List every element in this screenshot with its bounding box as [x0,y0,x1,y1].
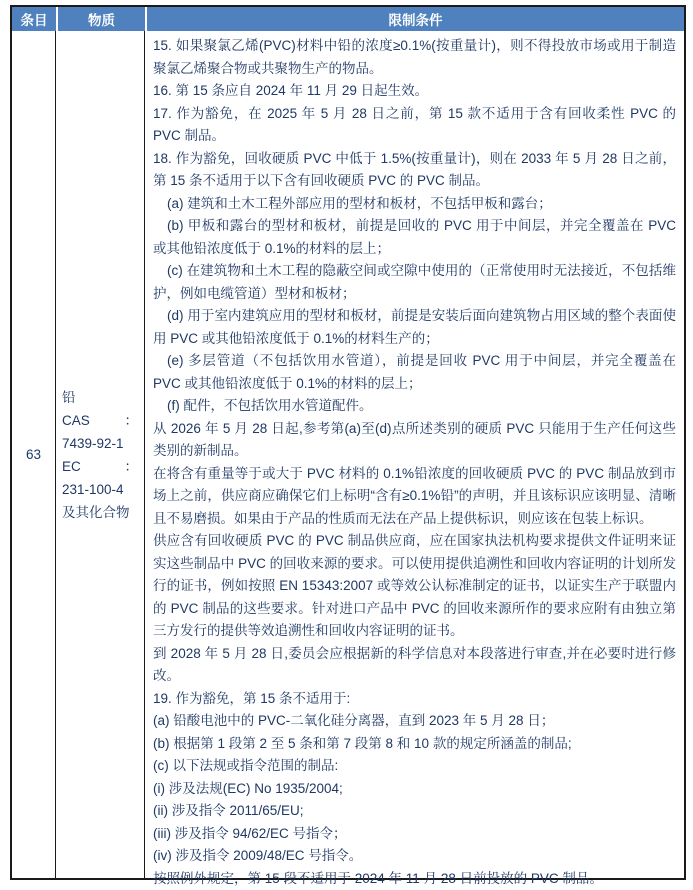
restriction-paragraph: (f) 配件，不包括饮用水管道配件。 [153,395,676,418]
restriction-paragraph: (a) 建筑和土木工程外部应用的型材和板材，不包括甲板和露台； [153,193,676,216]
restriction-paragraph: (b) 甲板和露台的型材和板材，前提是回收的 PVC 用于中间层，并完全覆盖在 PVC 或其他铅浓度低于 0.1%的材料的层上； [153,215,676,260]
restriction-paragraph: (e) 多层管道（不包括饮用水管道），前提是回收 PVC 用于中间层，并完全覆盖在 PVC 或其他铅浓度低于 0.1%的材料的层上； [153,350,676,395]
header-cell-substance: 物质 [56,7,145,31]
substance-cell-wrap [56,31,145,878]
restriction-paragraph: (c) 以下法规或指令范围的制品: [153,755,676,778]
restriction-paragraph: 18. 作为豁免，回收硬质 PVC 中低于 1.5%(按重量计)，则在 2033 年 5 月 28 日之前，第 15 条不适用于以下含有回收硬质 PVC 的 PVC 制品。 [153,148,676,193]
restriction-paragraph: (b) 根据第 1 段第 2 至 5 条和第 7 段第 8 和 10 款的规定所涵盖的制品; [153,733,676,756]
restriction-paragraph: 16. 第 15 条应自 2024 年 11 月 29 日起生效。 [153,80,676,103]
restriction-paragraph: (d) 用于室内建筑应用的型材和板材，前提是安装后面向建筑物占用区域的整个表面使用 PVC 或其他铅浓度低于 0.1%的材料生产的； [153,305,676,350]
restriction-paragraph: (iii) 涉及指令 94/62/EC 号指令； [153,823,676,846]
table-row [12,31,684,878]
substance-line: 铅 [62,386,138,409]
restriction-paragraph: 供应含有回收硬质 PVC 的 PVC 制品供应商，应在国家执法机构要求提供文件证明来证实这些制品中 PVC 的回收来源的要求。可以使用提供追溯性和回收内容证明的计划所发行的证书，例如按照 EN 15343:2007 或等效公认标准制定的证书，以证实生产于联盟内的 PVC 制品的这些要求。针对进口产品中 PVC 的回收来源所作的要求应附有由独立第三方发行的提供等效追溯性和回收内容证明的证书。 [153,530,676,643]
restriction-paragraph: 17. 作为豁免，在 2025 年 5 月 28 日之前，第 15 款不适用于含有回收柔性 PVC 的 PVC 制品。 [153,103,676,148]
restriction-paragraph: (a) 铅酸电池中的 PVC-二氧化硅分离器，直到 2023 年 5 月 28 日； [153,710,676,733]
header-cell-item: 条目 [12,7,56,31]
restriction-paragraph: 在将含有重量等于或大于 PVC 材料的 0.1%铅浓度的回收硬质 PVC 的 PVC 制品放到市场上之前，供应商应确保它们上标明“含有≥0.1%铅”的声明，并且该标识应该明显、清晰且不易磨损。如果由于产品的性质而无法在产品上提供标识，则应该在包装上标识。 [153,463,676,531]
restriction-table [10,5,686,880]
item-number: 63 [26,447,41,462]
substance-line: EC ： [62,455,138,478]
substance-cell [62,386,138,524]
restriction-paragraph: (i) 涉及法规(EC) No 1935/2004; [153,778,676,801]
restriction-paragraph: 到 2028 年 5 月 28 日,委员会应根据新的科学信息对本段落进行审查,并在必要时进行修改。 [153,643,676,688]
restriction-paragraph: 19. 作为豁免，第 15 条不适用于: [153,688,676,711]
substance-line: 7439-92-1 [62,432,138,455]
restriction-paragraph: 从 2026 年 5 月 28 日起,参考第(a)至(d)点所述类别的硬质 PVC 只能用于生产任何这些类别的新制品。 [153,418,676,463]
substance-line: CAS ： [62,409,138,432]
header-cell-restriction: 限制条件 [145,7,684,31]
table-header-row [12,7,684,31]
restriction-paragraph: (iv) 涉及指令 2009/48/EC 号指令。 [153,845,676,868]
substance-line: 231-100-4 [62,478,138,501]
substance-line: 及其化合物 [62,501,138,524]
restriction-cell [145,31,684,878]
restriction-paragraph: 15. 如果聚氯乙烯(PVC)材料中铅的浓度≥0.1%(按重量计)，则不得投放市场或用于制造聚氯乙烯聚合物或共聚物生产的物品。 [153,35,676,80]
restriction-paragraph: 按照例外规定，第 15 段不适用于 2024 年 11 月 28 日前投放的 PVC 制品。 [153,868,676,890]
restriction-paragraph: (c) 在建筑物和土木工程的隐蔽空间或空隙中使用的（正常使用时无法接近，不包括维护，例如电缆管道）型材和板材； [153,260,676,305]
restriction-paragraph: (ii) 涉及指令 2011/65/EU; [153,800,676,823]
item-number-cell [12,31,56,878]
